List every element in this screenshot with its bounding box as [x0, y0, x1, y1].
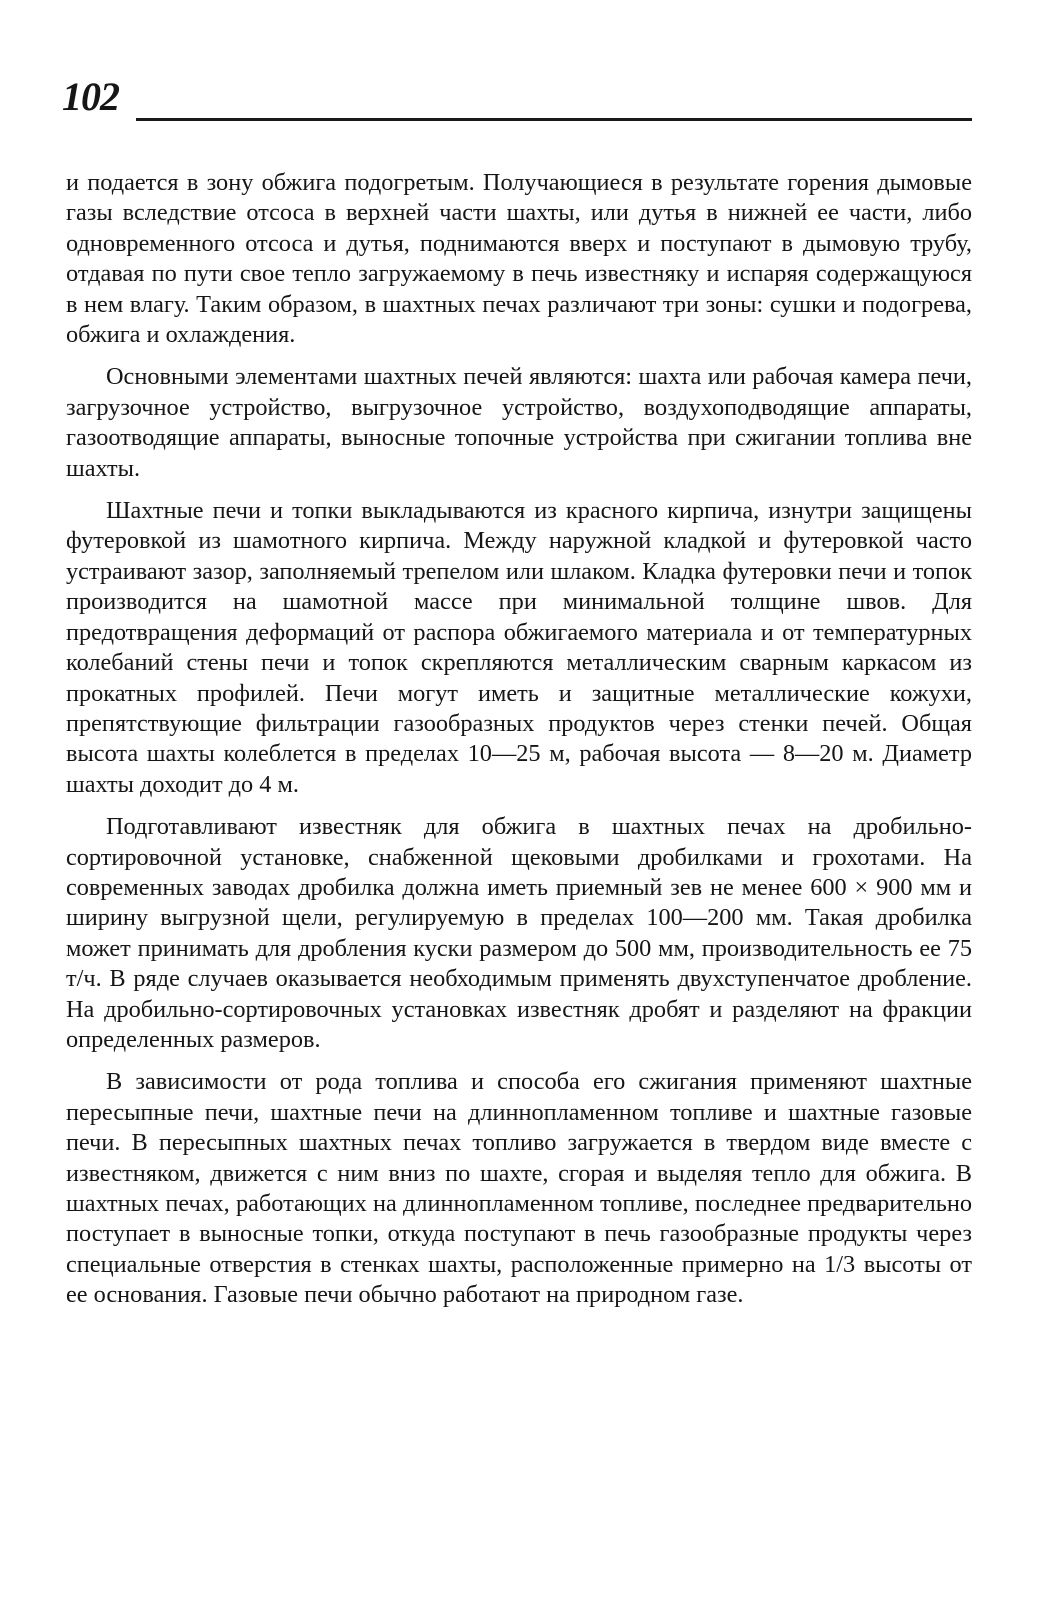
paragraph: В зависимости от рода топлива и способа его сжигания применяют шахтные пересыпные печи, шахтные печи на длиннопламенном топливе и шахтные газовые печи. В пересыпных шахтных печах топливо загружается в твердом виде вместе с известняком, движется с ним вниз по шахте, сгорая и выделяя тепло для обжига. В шахтных печах, работающих на длиннопламенном топливе, последнее предварительно поступает в выносные топки, откуда поступают в печь газообразные продукты через специальные отверстия в стенках шахты, расположенные примерно на 1/3 высоты от ее основания. Газовые печи обычно работают на природном газе. — [66, 1068, 972, 1309]
paragraph: Основными элементами шахтных печей являются: шахта или рабочая камера печи, загрузочное устройство, выгрузочное устройство, воздухоподводящие аппараты, газоотводящие аппараты, выносные топочные устройства при сжигании топлива вне шахты. — [66, 363, 972, 482]
paragraph: Шахтные печи и топки выкладываются из красного кирпича, изнутри защищены футеровкой из шамотного кирпича. Между наружной кладкой и футеровкой часто устраивают зазор, заполняемый трепелом или шлаком. Кладка футеровки печи и топок производится на шамотной массе при минимальной толщине швов. Для предотвращения деформаций от распора обжигаемого материала и от температурных колебаний стены печи и топок скрепляются металлическим сварным каркасом из прокатных профилей. Печи могут иметь и защитные металлические кожухи, препятствующие фильтрации газообразных продуктов через стенки печей. Общая высота шахты колеблется в пределах 10—25 м, рабочая высота — 8—20 м. Диаметр шахты доходит до 4 м. — [66, 497, 972, 798]
body-text — [66, 168, 972, 1311]
page-number: 102 — [62, 74, 119, 119]
header-rule — [136, 118, 972, 121]
paragraph: Подготавливают известняк для обжига в шахтных печах на дробильно-сортировочной установке, снабженной щековыми дробилками и грохотами. На современных заводах дробилка должна иметь приемный зев не менее 600 × 900 мм и ширину выгрузной щели, регулируемую в пределах 100—200 мм. Такая дробилка может принимать для дробления куски размером до 500 мм, производительность ее 75 т/ч. В ряде случаев оказывается необходимым применять двухступенчатое дробление. На дробильно-сортировочных установках известняк дробят и разделяют на фракции определенных размеров. — [66, 813, 972, 1053]
page-header — [62, 74, 972, 130]
paragraph: и подается в зону обжига подогретым. Получающиеся в результате горения дымовые газы вследствие отсоса в верхней части шахты, или дутья в нижней ее части, либо одновременного отсоса и дутья, поднимаются вверх и поступают в дымовую трубу, отдавая по пути свое тепло загружаемому в печь известняку и испаряя содержащуюся в нем влагу. Таким образом, в шахтных печах различают три зоны: сушки и подогрева, обжига и охлаждения. — [66, 169, 972, 349]
